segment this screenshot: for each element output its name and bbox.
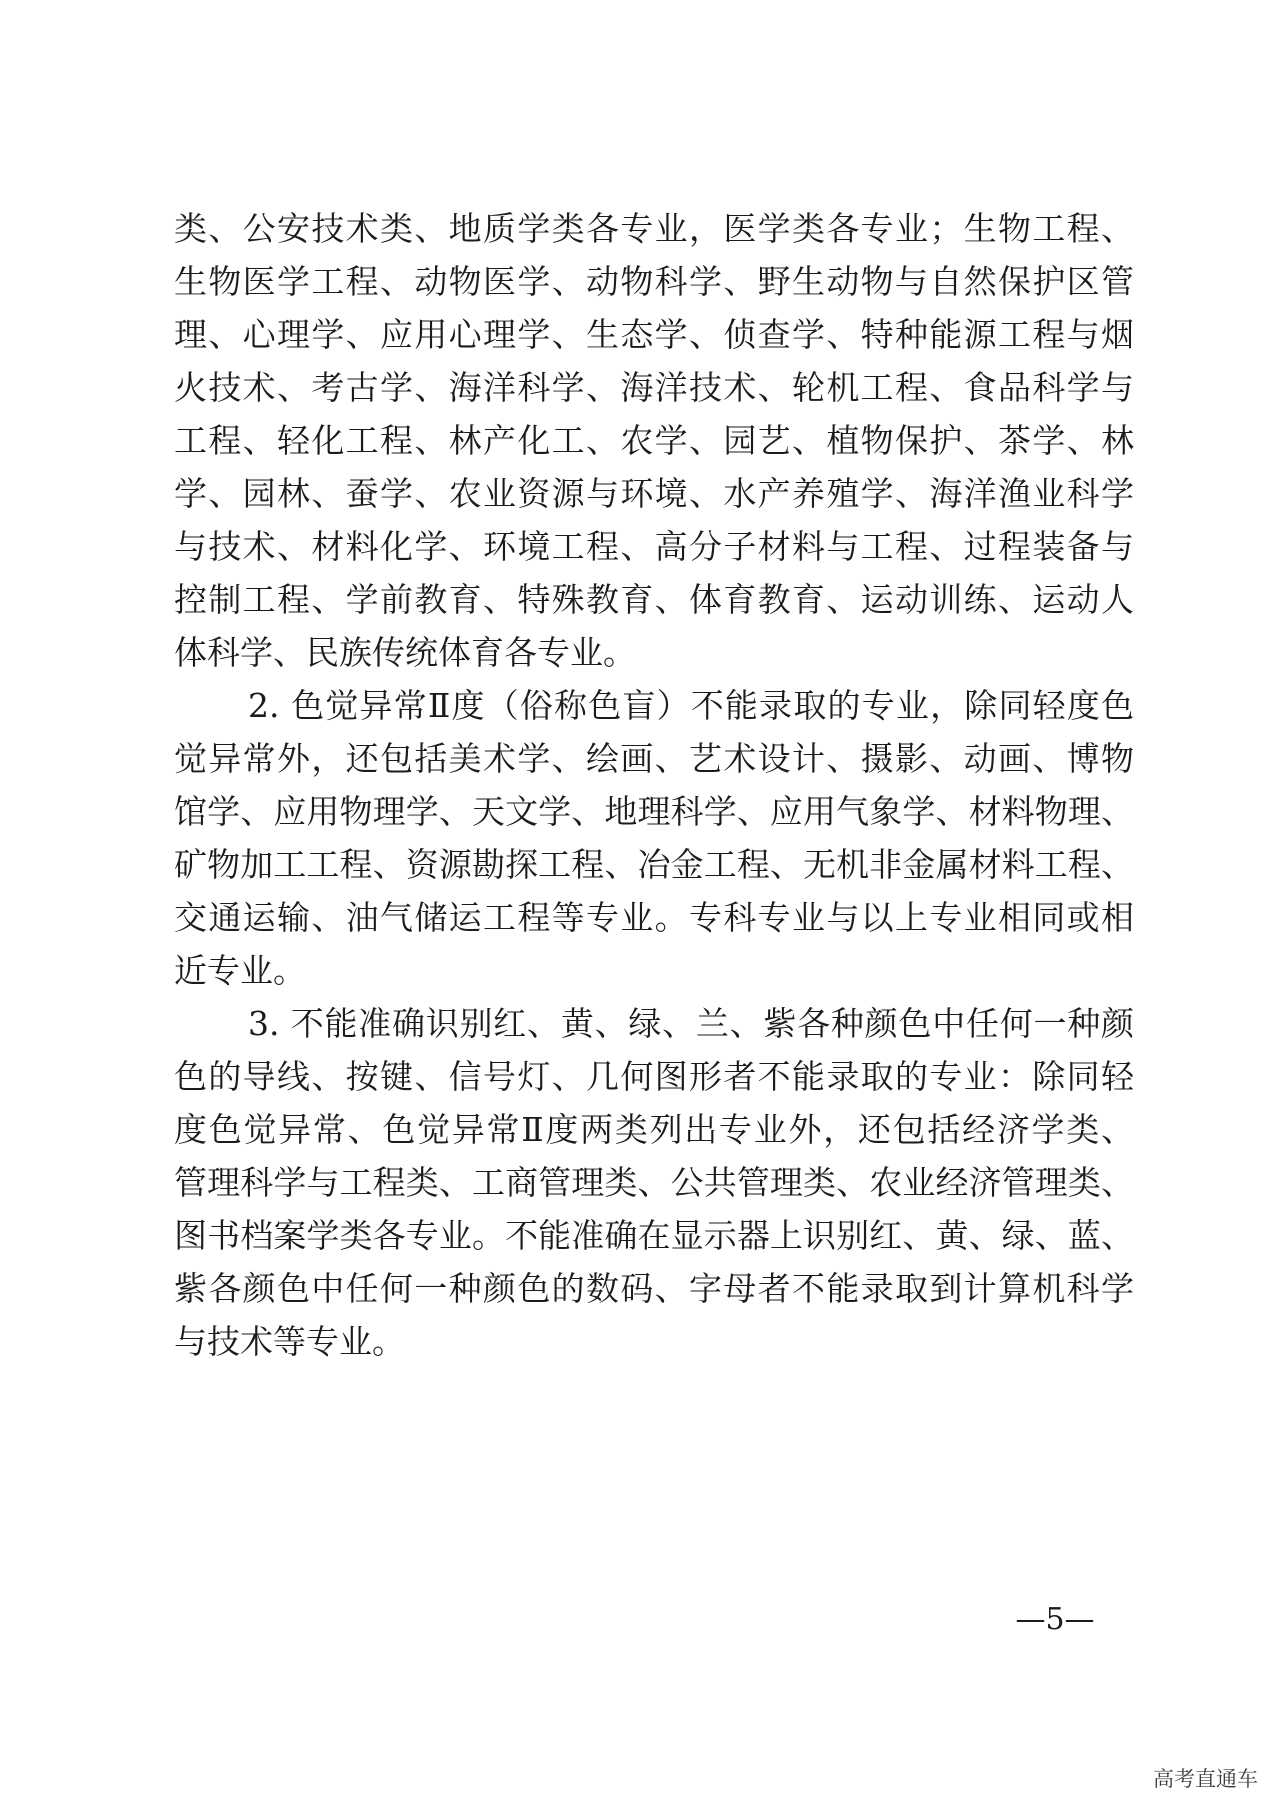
text-line-9: 体科学、民族传统体育各专业。 bbox=[174, 633, 636, 672]
text-line-7: 与技术、材料化学、环境工程、高分子材料与工程、过程装备与 bbox=[174, 527, 1134, 566]
paragraph-3-line-5: 图书档案学类各专业。不能准确在显示器上识别红、黄、绿、蓝、 bbox=[174, 1216, 1134, 1255]
text-line-4: 火技术、考古学、海洋科学、海洋技术、轮机工程、食品科学与 bbox=[174, 368, 1134, 407]
text-line-3: 理、心理学、应用心理学、生态学、侦查学、特种能源工程与烟 bbox=[174, 315, 1134, 354]
watermark-text: 高考直通车 bbox=[1153, 1768, 1258, 1791]
text-line-8: 控制工程、学前教育、特殊教育、体育教育、运动训练、运动人 bbox=[174, 580, 1134, 619]
paragraph-2-line-3: 馆学、应用物理学、天文学、地理科学、应用气象学、材料物理、 bbox=[174, 792, 1134, 831]
paragraph-2-line-5: 交通运输、油气储运工程等专业。专科专业与以上专业相同或相 bbox=[174, 898, 1134, 937]
text-line-1: 类、公安技术类、地质学类各专业，医学类各专业；生物工程、 bbox=[174, 209, 1134, 248]
paragraph-2-line-1: 2. 色觉异常Ⅱ度（俗称色盲）不能录取的专业，除同轻度色 bbox=[248, 686, 1134, 725]
paragraph-3-line-4: 管理科学与工程类、工商管理类、公共管理类、农业经济管理类、 bbox=[174, 1163, 1134, 1202]
paragraph-3-line-1: 3. 不能准确识别红、黄、绿、兰、紫各种颜色中任何一种颜 bbox=[248, 1004, 1134, 1043]
paragraph-2-line-6: 近专业。 bbox=[174, 951, 306, 990]
paragraph-2-line-4: 矿物加工工程、资源勘探工程、冶金工程、无机非金属材料工程、 bbox=[174, 845, 1134, 884]
paragraph-3-line-3: 度色觉异常、色觉异常Ⅱ度两类列出专业外，还包括经济学类、 bbox=[174, 1110, 1134, 1149]
paragraph-3-line-7: 与技术等专业。 bbox=[174, 1322, 405, 1361]
paragraph-2-line-2: 觉异常外，还包括美术学、绘画、艺术设计、摄影、动画、博物 bbox=[174, 739, 1134, 778]
page-number: —5— bbox=[1015, 1602, 1095, 1637]
text-line-5: 工程、轻化工程、林产化工、农学、园艺、植物保护、茶学、林 bbox=[174, 421, 1134, 460]
text-line-6: 学、园林、蚕学、农业资源与环境、水产养殖学、海洋渔业科学 bbox=[174, 474, 1134, 513]
paragraph-3-line-2: 色的导线、按键、信号灯、几何图形者不能录取的专业：除同轻 bbox=[174, 1057, 1134, 1096]
text-line-2: 生物医学工程、动物医学、动物科学、野生动物与自然保护区管 bbox=[174, 262, 1134, 301]
paragraph-3-line-6: 紫各颜色中任何一种颜色的数码、字母者不能录取到计算机科学 bbox=[174, 1269, 1134, 1308]
